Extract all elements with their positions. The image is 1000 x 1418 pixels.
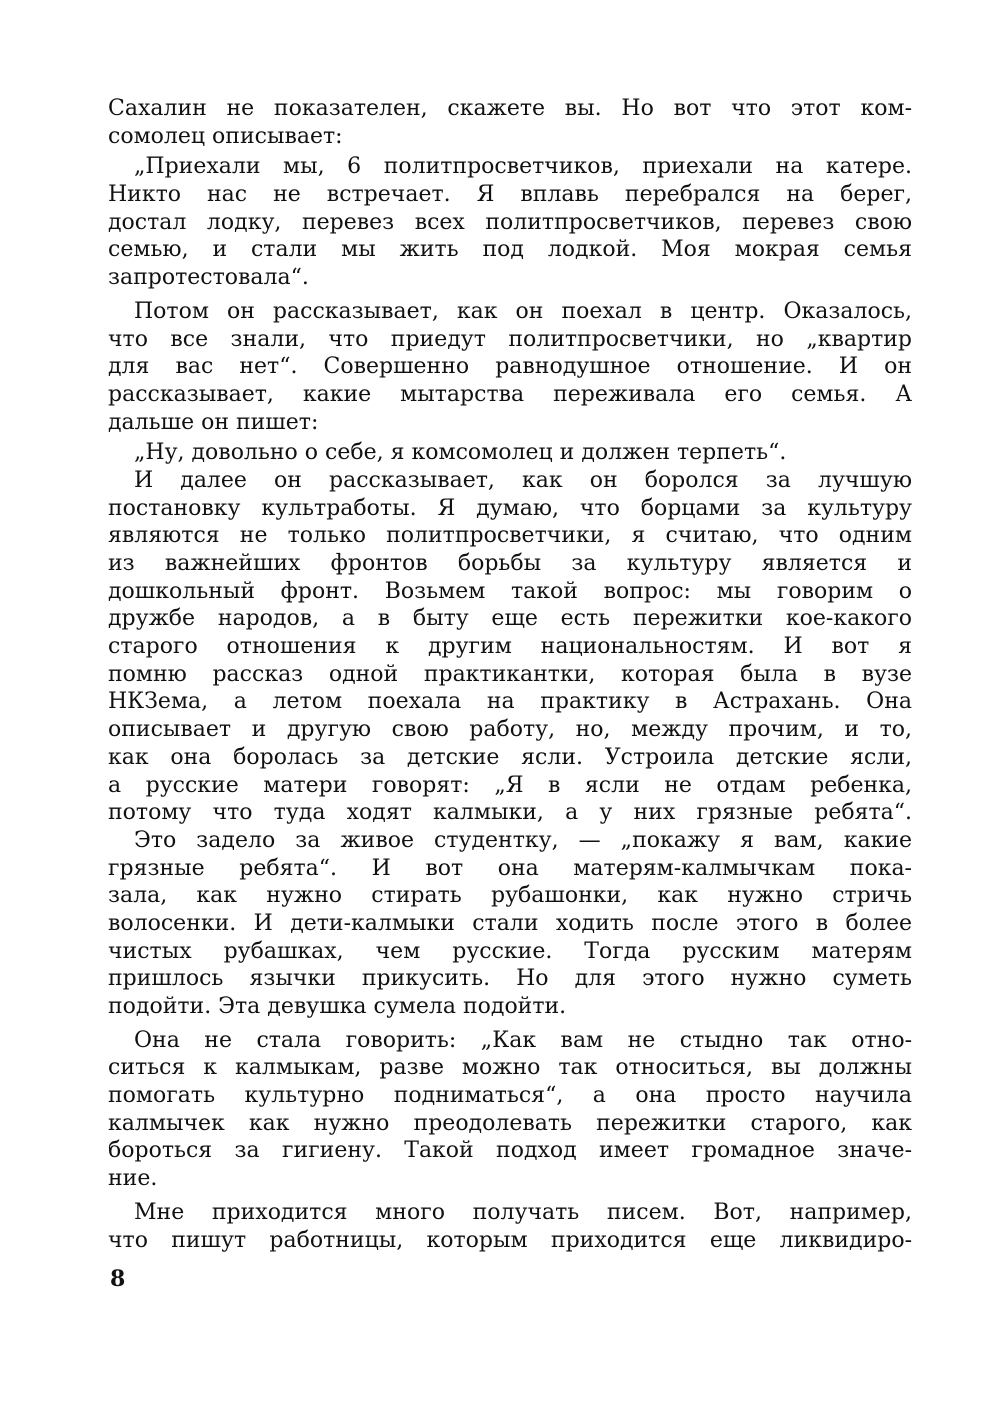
text-line: „Приехали мы, 6 политпросветчиков, приехали на катере. — [134, 154, 912, 180]
text-line: дружбе народов, а в быту еще есть пережитки кое-какого — [108, 606, 912, 632]
text-line: что пишут работницы, которым приходится еще ликвидиро- — [108, 1227, 912, 1253]
text-line: помогать культурно подниматься“, а она просто научила — [108, 1083, 912, 1109]
text-line: из важнейших фронтов борьбы за культуру является и — [108, 551, 912, 576]
paragraph-5 — [108, 467, 912, 827]
text-line: И далее он рассказывает, как он боролся за лучшую — [134, 467, 912, 493]
text-line: помню рассказ одной практикантки, которая была в вузе — [108, 661, 912, 687]
text-line: достал лодку, перевез всех политпросветчиков, перевез свою — [108, 209, 912, 235]
paragraph-6 — [108, 827, 912, 1021]
text-line: сомолец описывает: — [108, 123, 343, 149]
text-line: как она боролась за детские ясли. Устроила детские ясли, — [108, 744, 912, 770]
text-line: Никто нас не встречает. Я вплавь перебрался на берег, — [108, 182, 912, 208]
text-line: Сахалин не показателен, скажете вы. Но вот что этот ком- — [108, 96, 912, 121]
text-line: запротестовала“. — [108, 265, 309, 291]
text-line: Мне приходится много получать писем. Вот, например, — [134, 1199, 912, 1225]
paragraph-8 — [108, 1199, 912, 1254]
page-number: 8 — [110, 1266, 126, 1292]
text-line: являются не только политпросветчики, я считаю, что одним — [108, 523, 912, 549]
paragraph-4 — [108, 439, 912, 467]
text-line: дальше он пишет: — [108, 409, 319, 435]
text-line: а русские матери говорят: „Я в ясли не отдам ребенка, — [108, 772, 912, 798]
text-line: что все знали, что приедут политпросветчики, но „квартир — [108, 326, 912, 352]
text-line: зала, как нужно стирать рубашонки, как нужно стричь — [108, 883, 912, 909]
text-line: описывает и другую свою работу, но, между прочим, и то, — [108, 717, 912, 743]
paragraph-1 — [108, 95, 912, 150]
text-line: пришлось язычки прикусить. Но для этого нужно суметь — [108, 966, 912, 992]
text-line: ситься к калмыкам, разве можно так относиться, вы должны — [108, 1055, 912, 1081]
text-line: постановку культработы. Я думаю, что борцами за культуру — [108, 495, 912, 521]
text-line: старого отношения к другим национальностям. И вот я — [108, 634, 912, 660]
text-line: дошкольный фронт. Возьмем такой вопрос: мы говорим о — [108, 578, 912, 604]
paragraph-3 — [108, 298, 912, 436]
text-line: Она не стала говорить: „Как вам не стыдно так отно- — [134, 1027, 912, 1053]
text-line: калмычек как нужно преодолевать пережитки старого, как — [108, 1110, 912, 1136]
text-line: грязные ребята“. И вот она матерям-калмычкам пока- — [108, 855, 912, 881]
text-line: бороться за гигиену. Такой подход имеет громадное значе- — [108, 1138, 912, 1164]
text-line: семью, и стали мы жить под лодкой. Моя мокрая семья — [108, 237, 912, 263]
text-line: для вас нет“. Совершенно равнодушное отношение. И он — [108, 354, 912, 380]
paragraph-2 — [108, 153, 912, 291]
text-line: Потом он рассказывает, как он поехал в центр. Оказалось, — [134, 298, 912, 324]
text-line: ние. — [108, 1166, 158, 1192]
text-line: волосенки. И дети-калмыки стали ходить после этого в более — [108, 910, 912, 936]
text-line: подойти. Эта девушка сумела подойти. — [108, 994, 567, 1019]
page-body — [108, 95, 912, 1254]
text-line: Это задело за живое студентку, — „покажу я вам, какие — [134, 827, 912, 853]
text-line: потому что туда ходят калмыки, а у них грязные ребята“. — [108, 800, 912, 826]
text-line: чистых рубашках, чем русские. Тогда русским матерям — [108, 938, 912, 964]
text-line: НКЗема, а летом поехала на практику в Астрахань. Она — [108, 689, 912, 715]
text-line: рассказывает, какие мытарства переживала его семья. А — [108, 381, 912, 407]
paragraph-7 — [108, 1027, 912, 1193]
text-line: „Ну, довольно о себе, я комсомолец и должен терпеть“. — [134, 440, 787, 466]
